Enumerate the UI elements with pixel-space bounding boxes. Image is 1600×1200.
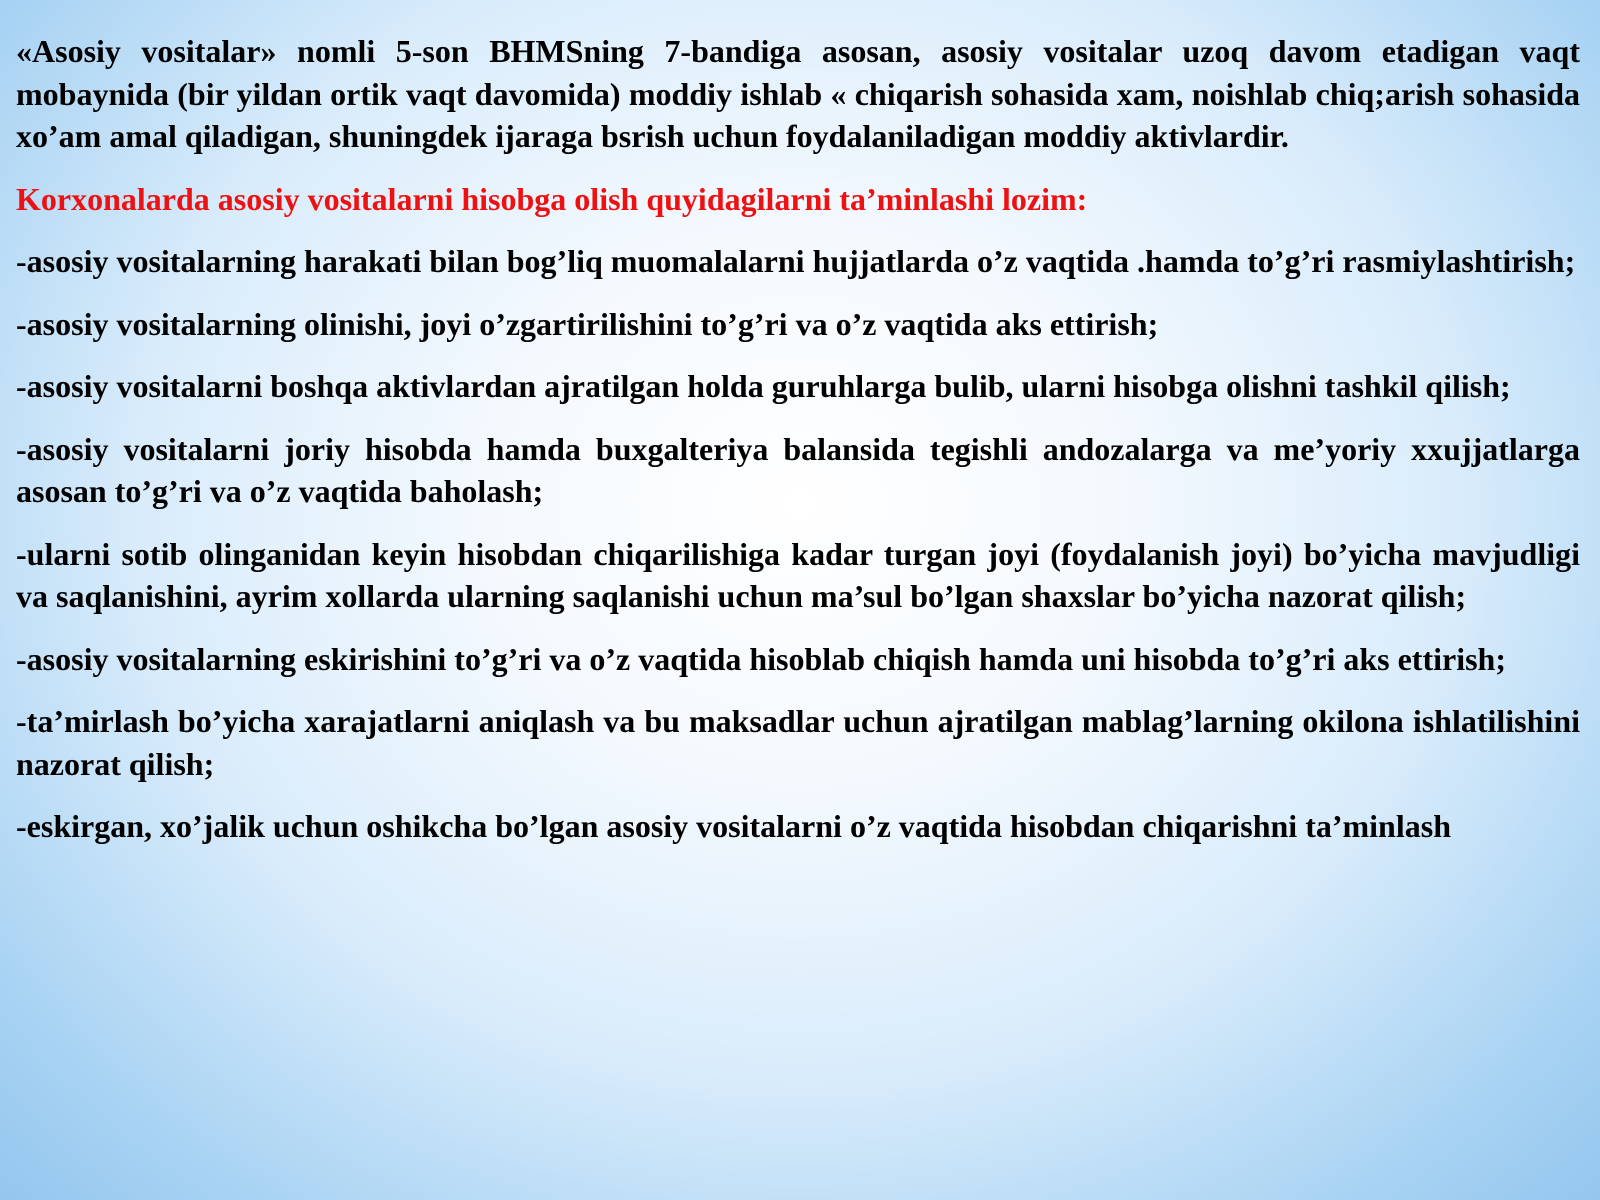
requirement-item: -ta’mirlash bo’yicha xarajatlarni aniqlash va bu maksadlar uchun ajratilgan mablag’larning okilona ishlatilishini nazorat qilish; bbox=[16, 703, 1580, 782]
requirements-heading: Korxonalarda asosiy vositalarni hisobga olish quyidagilarni ta’minlashi lozim: bbox=[16, 180, 1088, 217]
requirement-item: -eskirgan, xo’jalik uchun oshikcha bo’lgan asosiy vositalarni o’z vaqtida hisobdan chiqarishni ta’minlash bbox=[16, 808, 1451, 844]
slide-content bbox=[16, 30, 1580, 868]
requirement-item: -asosiy vositalarni boshqa aktivlardan ajratilgan holda guruhlarga bulib, ularni hisobga olishni tashkil qilish; bbox=[16, 368, 1511, 404]
requirement-item: -asosiy vositalarning olinishi, joyi o’zgartirilishini to’g’ri va o’z vaqtida aks ettirish; bbox=[16, 305, 1159, 342]
requirement-item: -asosiy vositalarning eskirishini to’g’ri va o’z vaqtida hisoblab chiqish hamda uni hisobda to’g’ri aks ettirish; bbox=[16, 640, 1506, 677]
intro-paragraph: «Asosiy vositalar» nomli 5-son BHMSning 7-bandiga asosan, asosiy vositalar uzoq davom etadigan vaqt mobaynida (bir yildan ortik vaqt davomida) moddiy ishlab « chiqarish sohasida xam, noishlab chiq;arish sohasida xo’am amal qiladigan, shuningdek ijaraga bsrish uchun foydalaniladigan moddiy aktivlardir. bbox=[16, 33, 1580, 154]
requirement-item: -ularni sotib olinganidan keyin hisobdan chiqarilishiga kadar turgan joyi (foydalanish joyi) bo’yicha mavjudligi va saqlanishini, ayrim xollarda ularning saqlanishi uchun ma’sul bo’lgan shaxslar bo’yicha nazorat qilish; bbox=[16, 535, 1580, 614]
requirement-item: -asosiy vositalarning harakati bilan bog’liq muomalalarni hujjatlarda o’z vaqtida .hamda to’g’ri rasmiylashtirish; bbox=[16, 243, 1576, 279]
requirement-item: -asosiy vositalarni joriy hisobda hamda buxgalteriya balansida tegishli andozalarga va me’yoriy xxujjatlarga asosan to’g’ri va o’z vaqtida baholash; bbox=[16, 430, 1580, 509]
